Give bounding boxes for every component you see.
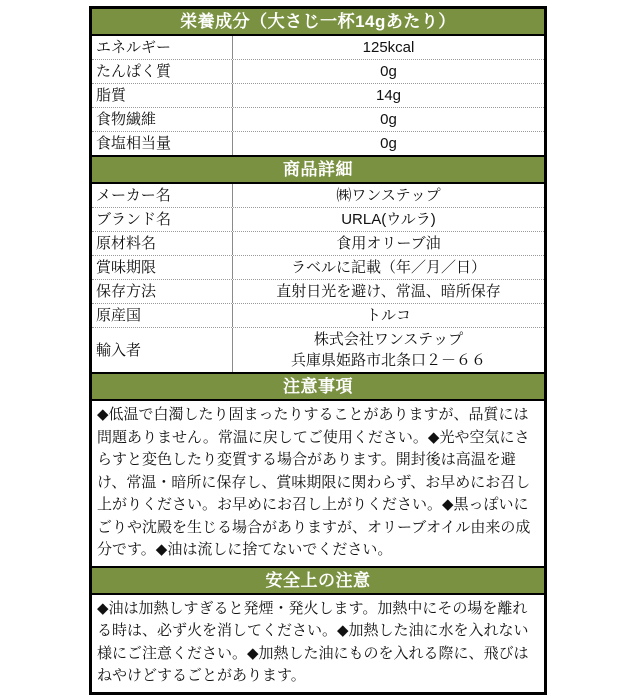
row-label: 輸入者 (92, 328, 233, 372)
table-row (92, 255, 544, 279)
row-value: 125kcal (362, 39, 415, 56)
row-value: 0g (380, 135, 397, 152)
table-row (92, 279, 544, 303)
row-label: 食塩相当量 (92, 132, 233, 155)
importer-name: 株式会社ワンステップ (313, 331, 464, 348)
table-row (92, 327, 544, 372)
details-table (92, 184, 544, 372)
row-label: エネルギー (92, 36, 233, 59)
row-value: URLA(ウルラ) (341, 211, 436, 228)
row-value: 14g (375, 87, 402, 104)
table-row (92, 207, 544, 231)
nutrition-table (92, 36, 544, 155)
table-row (92, 36, 544, 59)
row-value (233, 328, 544, 372)
row-label: 保存方法 (92, 280, 233, 303)
table-row (92, 231, 544, 255)
table-row (92, 131, 544, 155)
cautions-header: 注意事項 (92, 372, 544, 401)
row-value: 直射日光を避け、常温、暗所保存 (276, 283, 501, 300)
safety-text: ◆油は加熱しすぎると発煙・発火します。加熱中にその場を離れる時は、必ず火を消してください。◆加熱した油に水を入れない様にご注意ください。◆加熱した油にものを入れる際に、飛びはねやけどするごとがあります。 (97, 599, 529, 684)
row-label: 食物繊維 (92, 108, 233, 131)
row-value: ㈱ワンステップ (336, 187, 441, 204)
cautions-text: ◆低温で白濁したり固まったりすることがありますが、品質には問題ありません。常温に戻してご使用ください。◆光や空気にさらすと変色したり変質する場合があります。開封後は高温を避け、常温・暗所に保存し、賞味期限に関わらず、お早めにお召し上がりください。お早めにお召し上がりください。◆黒っぽいにごりや沈殿を生じる場合がありますが、オリーブオイル由来の成分です。◆油は流しに捨てないでください。 (97, 406, 531, 558)
table-row (92, 107, 544, 131)
importer-address: 兵庫県姫路市北条口２－６６ (290, 352, 486, 369)
row-label: たんぱく質 (92, 60, 233, 83)
table-row (92, 83, 544, 107)
row-label: メーカー名 (92, 184, 233, 207)
product-info-panel (89, 6, 547, 695)
details-header: 商品詳細 (92, 155, 544, 184)
table-row (92, 59, 544, 83)
safety-header: 安全上の注意 (92, 566, 544, 595)
row-value: 0g (380, 63, 397, 80)
row-label: 原産国 (92, 304, 233, 327)
nutrition-header: 栄養成分（大さじ一杯14gあたり） (92, 9, 544, 36)
table-row (92, 184, 544, 207)
row-value: ラベルに記載（年／月／日） (290, 259, 486, 276)
row-label: 賞味期限 (92, 256, 233, 279)
row-value: 食用オリーブ油 (336, 235, 441, 252)
row-label: 原材料名 (92, 232, 233, 255)
row-value: 0g (380, 111, 397, 128)
row-value: トルコ (365, 307, 411, 324)
row-label: 脂質 (92, 84, 233, 107)
table-row (92, 303, 544, 327)
row-label: ブランド名 (92, 208, 233, 231)
